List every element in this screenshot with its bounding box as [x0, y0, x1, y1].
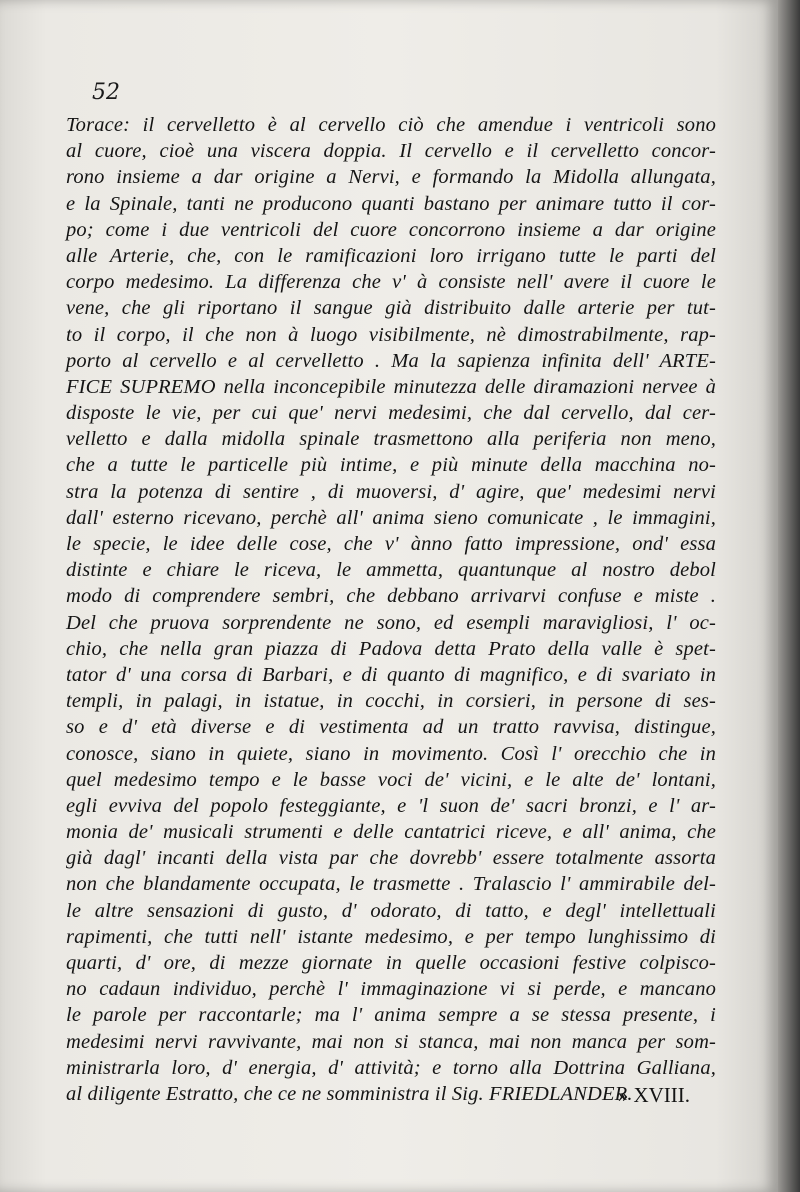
text-line: egli evviva del popolo festeggiante, e 'l suon de' sacri bronzi, e l' ar-	[66, 794, 716, 817]
text-line: quarti, d' ore, di mezze giornate in quelle occasioni festive colpisco-	[66, 952, 716, 974]
text-line: che a tutte le particelle più intime, e più minute della macchina no-	[66, 454, 716, 477]
text-line: non che blandamente occupata, le trasmette . Tralascio l' ammirabile del-	[66, 873, 716, 896]
text-line: disposte le vie, per cui que' nervi medesimi, che dal cervello, dal cer-	[66, 402, 716, 425]
text-line: al cuore, cioè una viscera doppia. Il cervello e il cervelletto concor-	[66, 140, 716, 163]
text-line: quel medesimo tempo e le basse voci de' vicini, e le alte de' lontani,	[66, 768, 716, 791]
text-line: ministrarla loro, d' energia, d' attività; e torno alla Dottrina Galliana,	[66, 1056, 716, 1079]
text-line: medesimi nervi ravvivante, mai non si stanca, mai non manca per som-	[66, 1030, 716, 1053]
text-line: tator d' una corsa di Barbari, e di quanto di magnifico, e di svariato in	[66, 663, 716, 686]
text-line: velletto e dalla midolla spinale trasmettono alla periferia non meno,	[66, 428, 716, 451]
text-line: alle Arterie, che, con le ramificazioni loro irrigano tutte le parti del	[66, 244, 716, 267]
text-line: so e d' età diverse e di vestimenta ad un tratto ravvisa, distingue,	[66, 716, 716, 739]
catchword: » XVIII.	[617, 1083, 690, 1107]
text-line: vene, che gli riportano il sangue già distribuito dalle arterie per tut-	[66, 297, 716, 320]
text-line: chio, che nella gran piazza di Padova detta Prato della valle è spet-	[66, 637, 716, 660]
text-line: modo di comprendere sembri, che debbano arrivarvi confuse e miste .	[66, 585, 716, 608]
text-line: Del che pruova sorprendente ne sono, ed esempli maravigliosi, l' oc-	[66, 611, 716, 634]
text-line: porto al cervello e al cervelletto . Ma la sapienza infinita dell' ARTE-	[66, 349, 716, 372]
text-line: già dagl' incanti della vista par che dovrebb' essere totalmente assorta	[66, 847, 716, 870]
text-line: Torace: il cervelletto è al cervello ciò che amendue i ventricoli sono	[66, 114, 716, 136]
body-text	[66, 112, 716, 1107]
text-line: FICE SUPREMO nella inconcepibile minutezza delle diramazioni nervee à	[66, 375, 716, 398]
text-line: no cadaun individuo, perchè l' immaginazione vi si perde, e mancano	[66, 978, 716, 1001]
text-line: al diligente Estratto, che ce ne somministra il Sig. FRIEDLANDER.	[66, 1082, 633, 1105]
text-line: distinte e chiare le riceva, le ammetta, quantunque al nostro debol	[66, 559, 716, 582]
text-line: rono insieme a dar origine a Nervi, e formando la Midolla allungata,	[66, 166, 716, 189]
text-line: le altre sensazioni di gusto, d' odorato, di tatto, e degl' intellettuali	[66, 899, 716, 922]
text-line: stra la potenza di sentire , di muoversi, d' agire, que' medesimi nervi	[66, 480, 716, 503]
page-number: 52	[92, 80, 120, 105]
text-line: le specie, le idee delle cose, che v' ànno fatto impressione, ond' essa	[66, 533, 716, 555]
text-line: e la Spinale, tanti ne producono quanti bastano per animare tutto il cor-	[66, 192, 716, 215]
text-line: templi, in palagi, in istatue, in cocchi, in corsieri, in persone di ses-	[66, 690, 716, 713]
text-line: conosce, siano in quiete, siano in movimento. Così l' orecchio che in	[66, 742, 716, 765]
text-line: le parole per raccontarle; ma l' anima sempre a se stessa presente, i	[66, 1004, 716, 1027]
text-line: dall' esterno ricevano, perchè all' anima sieno comunicate , le immagini,	[66, 506, 716, 529]
bleed-through-shadow	[250, 1098, 710, 1138]
text-line: corpo medesimo. La differenza che v' à consiste nell' avere il cuore le	[66, 271, 716, 294]
text-line: po; come i due ventricoli del cuore concorrono insieme a dar origine	[66, 218, 716, 241]
page-edge	[778, 0, 800, 1192]
text-line: monia de' musicali strumenti e delle cantatrici riceve, e all' anima, che	[66, 821, 716, 844]
text-line: to il corpo, il che non à luogo visibilmente, nè dimostrabilmente, rap-	[66, 323, 716, 346]
text-line: rapimenti, che tutti nell' istante medesimo, e per tempo lunghissimo di	[66, 925, 716, 948]
